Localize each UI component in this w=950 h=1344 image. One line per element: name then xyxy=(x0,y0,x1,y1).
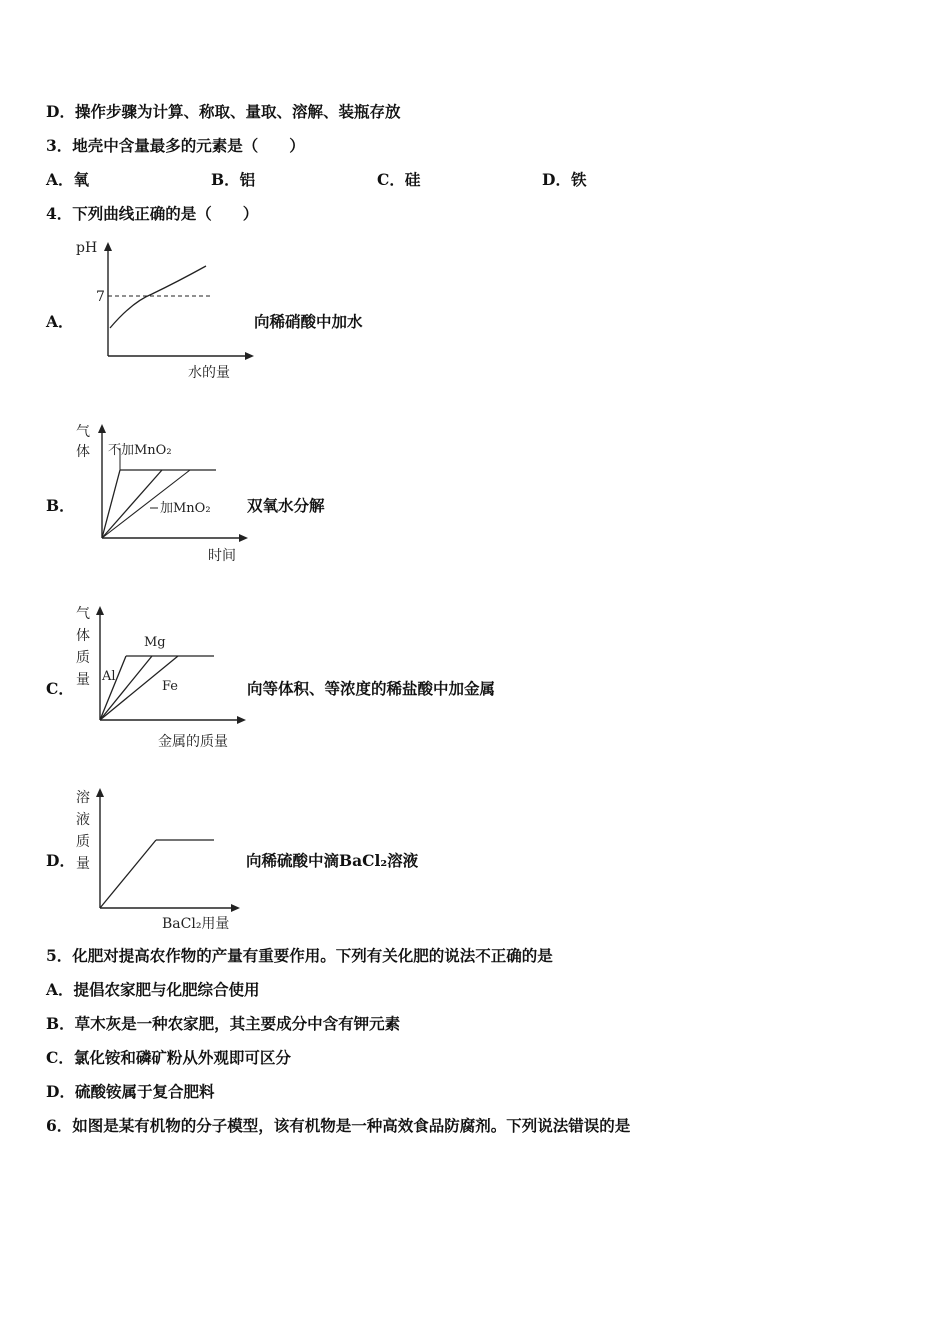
q4-chart-b xyxy=(72,418,250,568)
y-axis-label-char-2: 体 xyxy=(76,444,90,460)
y-axis-label-char-4: 量 xyxy=(76,672,90,688)
series-label-al: Al xyxy=(102,669,116,684)
y-axis-label-char-2: 体 xyxy=(76,628,90,644)
x-axis-arrow xyxy=(245,352,254,360)
x-axis-arrow xyxy=(239,534,248,542)
series-label-no-mno2: 不加MnO₂ xyxy=(108,443,172,458)
series-mg xyxy=(100,656,152,720)
q3-option-d: D．铁 xyxy=(542,170,587,189)
y-axis-arrow xyxy=(104,242,112,251)
y-axis-arrow xyxy=(98,424,106,433)
y-axis-label-char-1: 气 xyxy=(76,606,90,622)
y-axis-label-char-2: 液 xyxy=(76,812,90,828)
x-axis-label: 水的量 xyxy=(188,365,230,381)
q4-option-d-label: D． xyxy=(46,851,75,870)
q5-option-b: B．草木灰是一种农家肥，其主要成分中含有钾元素 xyxy=(46,1014,401,1033)
q4-option-b-caption: 双氧水分解 xyxy=(247,496,325,515)
q3-option-c: C．硅 xyxy=(377,170,421,189)
y-axis-label-char-1: 气 xyxy=(76,424,90,440)
y-axis-label-char-4: 量 xyxy=(76,856,90,872)
q4-option-d-caption: 向稀硫酸中滴BaCl₂溶液 xyxy=(246,851,419,870)
q5-option-d: D．硫酸铵属于复合肥料 xyxy=(46,1082,215,1101)
q4-option-b-label: B． xyxy=(46,496,75,515)
series-label-with-mno2: 加MnO₂ xyxy=(160,501,211,516)
q4-option-c-caption: 向等体积、等浓度的稀盐酸中加金属 xyxy=(247,679,496,698)
q4-option-c-label: C． xyxy=(46,679,74,698)
y-axis-label-char-1: 溶 xyxy=(76,790,90,806)
x-axis-label: 金属的质量 xyxy=(158,734,228,750)
series-rise xyxy=(100,840,156,908)
series-label-mg: Mg xyxy=(144,635,166,650)
q4-option-a-label: A． xyxy=(46,312,74,331)
x-axis-label: BaCl₂用量 xyxy=(162,916,230,932)
y-axis-label-char-3: 质 xyxy=(76,650,90,666)
x-axis-label: 时间 xyxy=(208,548,236,564)
q3-option-b: B．铝 xyxy=(211,170,256,189)
y-axis-arrow xyxy=(96,606,104,615)
series-label-fe: Fe xyxy=(162,679,179,694)
q3-option-a: A．氧 xyxy=(46,170,90,189)
y-axis-arrow xyxy=(96,788,104,797)
reference-tick-label: 7 xyxy=(96,289,105,305)
y-axis-label: pH xyxy=(76,240,98,256)
q5-stem: 5．化肥对提高农作物的产量有重要作用。下列有关化肥的说法不正确的是 xyxy=(46,946,553,965)
q6-stem: 6．如图是某有机物的分子模型，该有机物是一种高效食品防腐剂。下列说法错误的是 xyxy=(46,1116,631,1135)
q5-option-c: C．氯化铵和磷矿粉从外观即可区分 xyxy=(46,1048,291,1067)
q4-chart-d xyxy=(72,782,244,932)
q2-option-d: D．操作步骤为计算、称取、量取、溶解、装瓶存放 xyxy=(46,102,401,121)
x-axis-arrow xyxy=(231,904,240,912)
x-axis-arrow xyxy=(237,716,246,724)
q5-option-a: A．提倡农家肥与化肥综合使用 xyxy=(46,980,260,999)
ph-curve xyxy=(110,266,206,328)
q4-option-a-caption: 向稀硝酸中加水 xyxy=(254,312,363,331)
series-al xyxy=(100,656,126,720)
y-axis-label-char-3: 质 xyxy=(76,834,90,850)
q4-stem: 4．下列曲线正确的是（ ） xyxy=(46,204,259,223)
q4-chart-c xyxy=(72,600,250,750)
q3-stem: 3．地壳中含量最多的元素是（ ） xyxy=(46,136,305,155)
q4-chart-a xyxy=(72,236,254,382)
